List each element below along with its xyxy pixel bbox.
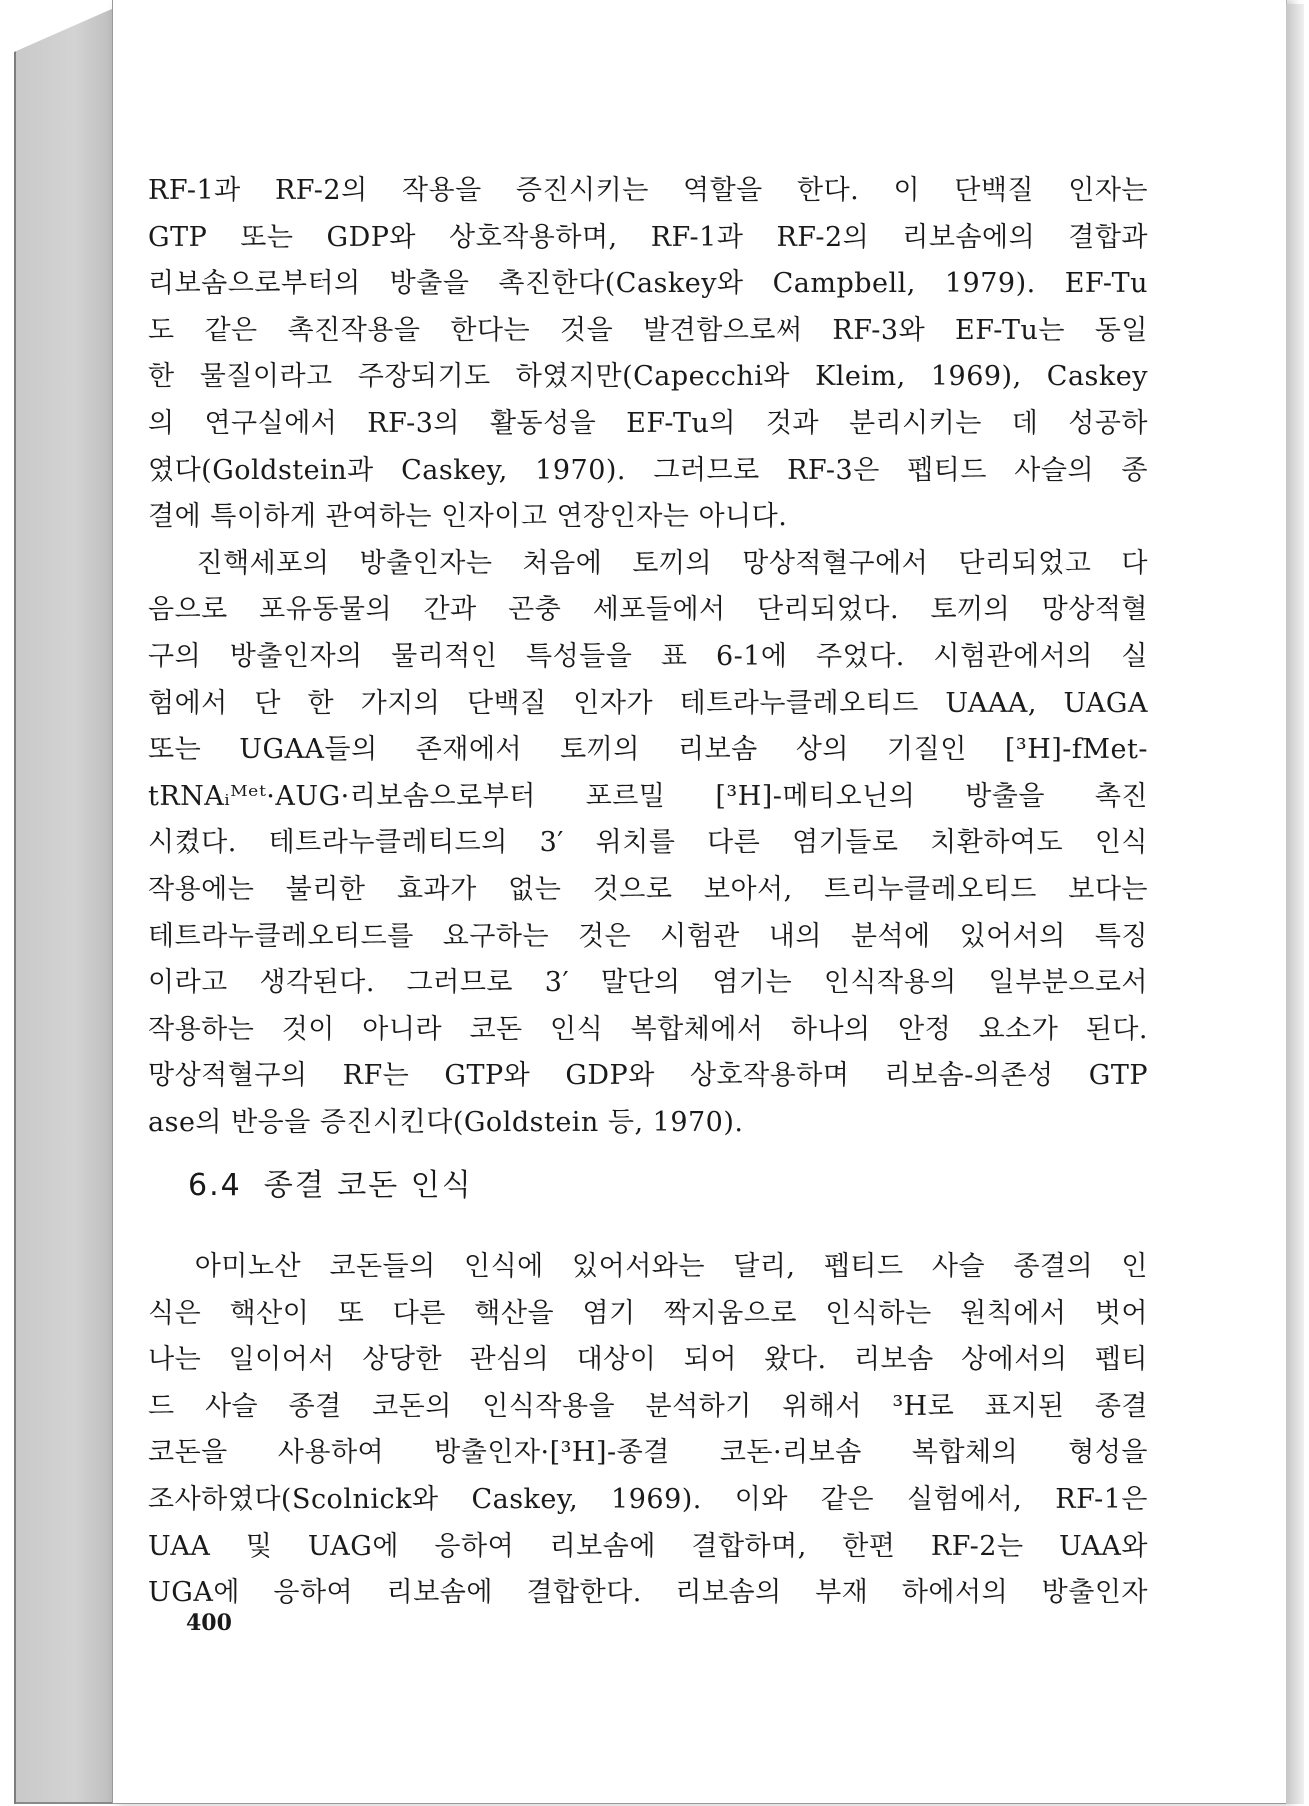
body-text-top bbox=[148, 168, 1148, 1146]
text-line: 식은 핵산이 또 다른 핵산을 염기 짝지움으로 인식하는 원칙에서 벗어 bbox=[148, 1297, 1148, 1329]
page-edge-shadow bbox=[1286, 4, 1304, 1804]
text-line: 코돈을 사용하여 방출인자·[³H]-종결 코돈·리보솜 복합체의 형성을 bbox=[148, 1437, 1148, 1469]
text-line: GTP 또는 GDP와 상호작용하며, RF-1과 RF-2의 리보솜에의 결합과 bbox=[148, 221, 1148, 253]
text-line: 한 물질이라고 주장되기도 하였지만(Capecchi와 Kleim, 1969), Caskey bbox=[148, 361, 1148, 393]
book-spine-edge bbox=[14, 52, 16, 1804]
text-line: 도 같은 촉진작용을 한다는 것을 발견함으로써 RF-3와 EF-Tu는 동일 bbox=[148, 314, 1148, 346]
text-line: 이라고 생각된다. 그러므로 3′ 말단의 염기는 인식작용의 일부분으로서 bbox=[148, 967, 1148, 999]
text-line: 험에서 단 한 가지의 단백질 인자가 테트라누클레오티드 UAAA, UAGA bbox=[148, 687, 1148, 719]
text-line: 시켰다. 테트라누클레티드의 3′ 위치를 다른 염기들로 치환하여도 인식 bbox=[148, 827, 1148, 859]
body-text-bottom bbox=[148, 1244, 1148, 1617]
text-line: 리보솜으로부터의 방출을 촉진한다(Caskey와 Campbell, 1979). EF-Tu bbox=[148, 268, 1148, 300]
text-line: 망상적혈구의 RF는 GTP와 GDP와 상호작용하며 리보솜-의존성 GTP bbox=[148, 1060, 1148, 1092]
text-line: 조사하였다(Scolnick와 Caskey, 1969). 이와 같은 실험에서, RF-1은 bbox=[148, 1483, 1148, 1515]
text-line: 작용에는 불리한 효과가 없는 것으로 보아서, 트리누클레오티드 보다는 bbox=[148, 873, 1148, 905]
text-line: 음으로 포유동물의 간과 곤충 세포들에서 단리되었다. 토끼의 망상적혈 bbox=[148, 594, 1148, 626]
text-line: 결에 특이하게 관여하는 인자이고 연장인자는 아니다. bbox=[148, 501, 788, 533]
page-number: 400 bbox=[186, 1610, 232, 1636]
text-line: 드 사슬 종결 코돈의 인식작용을 분석하기 위해서 ³H로 표지된 종결 bbox=[148, 1390, 1148, 1422]
text-line: 또는 UGAA들의 존재에서 토끼의 리보솜 상의 기질인 [³H]-fMet- bbox=[148, 734, 1148, 766]
text-line: UAA 및 UAG에 응하여 리보솜에 결합하며, 한편 RF-2는 UAA와 bbox=[148, 1530, 1148, 1562]
text-line: 테트라누클레오티드를 요구하는 것은 시험관 내의 분석에 있어서의 특징 bbox=[148, 920, 1148, 952]
section-number: 6.4 bbox=[188, 1168, 242, 1203]
text-line: RF-1과 RF-2의 작용을 증진시키는 역할을 한다. 이 단백질 인자는 bbox=[148, 175, 1148, 206]
text-line: 의 연구실에서 RF-3의 활동성을 EF-Tu의 것과 분리시키는 데 성공하 bbox=[148, 407, 1148, 439]
text-line: 작용하는 것이 아니라 코돈 인식 복합체에서 하나의 안정 요소가 된다. bbox=[148, 1013, 1148, 1045]
text-line: ase의 반응을 증진시킨다(Goldstein 등, 1970). bbox=[148, 1106, 744, 1138]
text-line: 구의 방출인자의 물리적인 특성들을 표 6-1에 주었다. 시험관에서의 실 bbox=[148, 640, 1148, 672]
text-line: 아미노산 코돈들의 인식에 있어서와는 달리, 펩티드 사슬 종결의 인 bbox=[148, 1251, 1148, 1282]
text-line: 였다(Goldstein과 Caskey, 1970). 그러므로 RF-3은 펩티드 사슬의 종 bbox=[148, 454, 1148, 486]
text-line: 진핵세포의 방출인자는 처음에 토끼의 망상적혈구에서 단리되었고 다 bbox=[148, 547, 1148, 579]
text-line: 나는 일이어서 상당한 관심의 대상이 되어 왔다. 리보솜 상에서의 펩티 bbox=[148, 1344, 1148, 1376]
text-line: UGA에 응하여 리보솜에 결합한다. 리보솜의 부재 하에서의 방출인자 bbox=[148, 1577, 1148, 1609]
book-spine bbox=[14, 8, 114, 1804]
section-heading bbox=[188, 1160, 473, 1204]
section-title: 종결 코돈 인식 bbox=[263, 1168, 473, 1203]
text-line: tRNAᵢᴹᵉᵗ·AUG·리보솜으로부터 포르밀 [³H]-메티오닌의 방출을 촉진 bbox=[148, 780, 1148, 812]
